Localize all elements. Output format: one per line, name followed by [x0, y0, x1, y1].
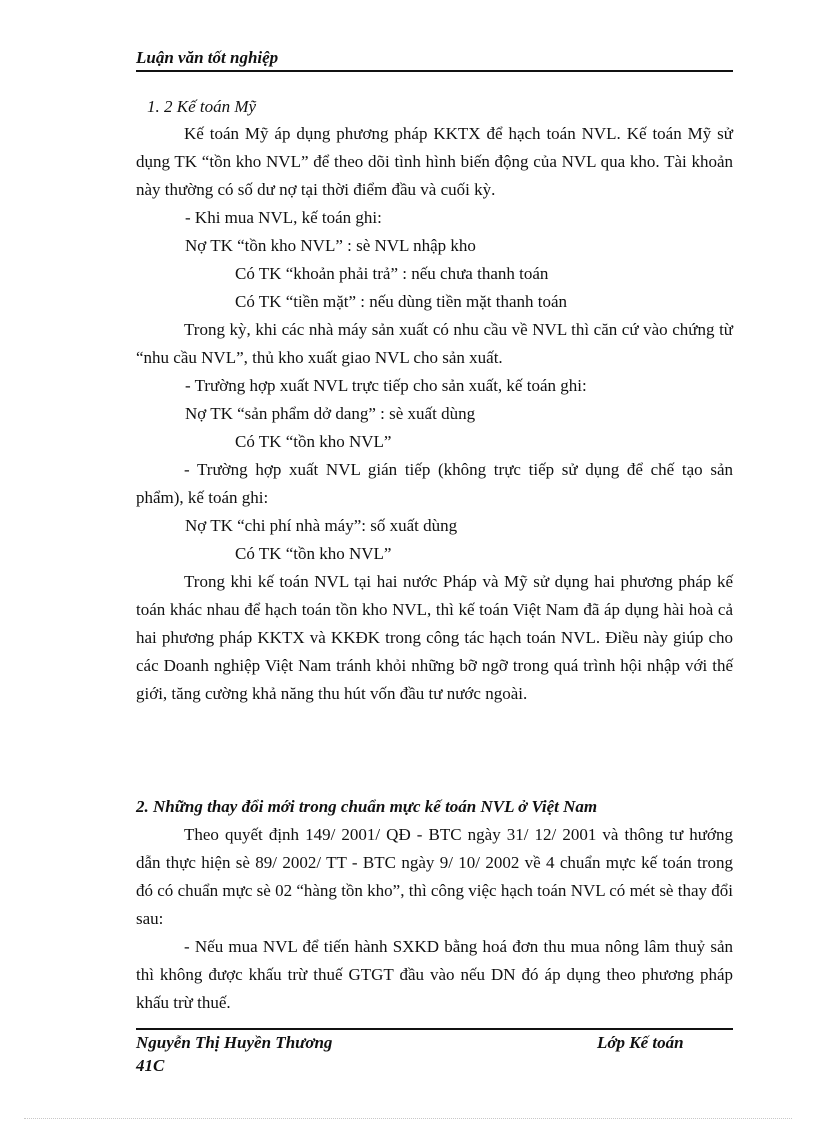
page-edge-divider	[24, 1118, 792, 1119]
entry-credit-cash: Có TK “tiền mặt” : nếu dùng tiền mặt thanh toán	[235, 292, 568, 311]
entry-credit-inventory-2: Có TK “tồn kho NVL”	[235, 544, 392, 563]
section-1-2-title: 1. 2 Kế toán Mỹ	[147, 97, 257, 116]
paragraph-indirect-issue: - Trường hợp xuất NVL gián tiếp (không trực tiếp sử dụng để chế tạo sản phẩm), kế toán ghi:	[136, 460, 733, 507]
entry-credit-inventory-1: Có TK “tồn kho NVL”	[235, 432, 392, 451]
running-header-title: Luận văn tốt nghiệp	[136, 48, 279, 67]
entry-direct-issue-heading: - Trường hợp xuất NVL trực tiếp cho sản xuất, kế toán ghi:	[185, 376, 587, 395]
paragraph-vat-deduction: - Nếu mua NVL để tiến hành SXKD bằng hoá đơn thu mua nông lâm thuỷ sản thì không được khấu trừ thuế GTGT đầu vào nếu DN đó áp dụng theo phương pháp khấu trừ thuế.	[136, 937, 733, 1012]
paragraph-vietnam-comparison: Trong khi kế toán NVL tại hai nước Pháp và Mỹ sử dụng hai phương pháp kế toán khác nhau để hạch toán tồn kho NVL, thì kế toán Việt Nam đã áp dụng hài hoà cả hai phương pháp KKTX và KKĐK trong công tác hạch toán NVL. Điều này giúp cho các Doanh nghiệp Việt Nam tránh khỏi những bỡ ngỡ trong quá trình hội nhập với thế giới, tăng cường khả năng thu hút vốn đầu tư nước ngoài.	[136, 572, 733, 703]
header-rule	[136, 70, 733, 72]
paragraph-production-request: Trong kỳ, khi các nhà máy sản xuất có nhu cầu về NVL thì căn cứ vào chứng từ “nhu cầu NVL”, thủ kho xuất giao NVL cho sản xuất.	[136, 320, 733, 367]
paragraph-decision-149: Theo quyết định 149/ 2001/ QĐ - BTC ngày 31/ 12/ 2001 và thông tư hướng dẫn thực hiện sè 89/ 2002/ TT - BTC ngày 9/ 10/ 2002 về 4 chuẩn mực kế toán trong đó có chuẩn mực sè 02 “hàng tồn kho”, thì công việc hạch toán NVL có mét sè thay đổi sau:	[136, 825, 733, 928]
footer-rule	[136, 1028, 733, 1030]
entry-debit-inventory: Nợ TK “tồn kho NVL” : sè NVL nhập kho	[185, 236, 476, 255]
footer-class-label: Lớp Kế toán	[597, 1033, 684, 1052]
section-2-title: 2. Những thay đổi mới trong chuẩn mực kế toán NVL ở Việt Nam	[136, 797, 598, 816]
paragraph-us-accounting-intro: Kế toán Mỹ áp dụng phương pháp KKTX để hạch toán NVL. Kế toán Mỹ sử dụng TK “tồn kho NVL” để theo dõi tình hình biến động của NVL qua kho. Tài khoản này thường có số dư nợ tại thời điểm đầu và cuối kỳ.	[136, 124, 733, 199]
footer-author: Nguyễn Thị Huyền Thương	[136, 1033, 333, 1052]
entry-debit-factory-cost: Nợ TK “chi phí nhà máy”: số xuất dùng	[185, 516, 458, 535]
footer-class-code: 41C	[136, 1056, 165, 1075]
entry-debit-wip: Nợ TK “sản phẩm dở dang” : sè xuất dùng	[185, 404, 476, 423]
entry-credit-payable: Có TK “khoản phải trả” : nếu chưa thanh toán	[235, 264, 549, 283]
entry-purchase-heading: - Khi mua NVL, kế toán ghi:	[185, 208, 382, 227]
